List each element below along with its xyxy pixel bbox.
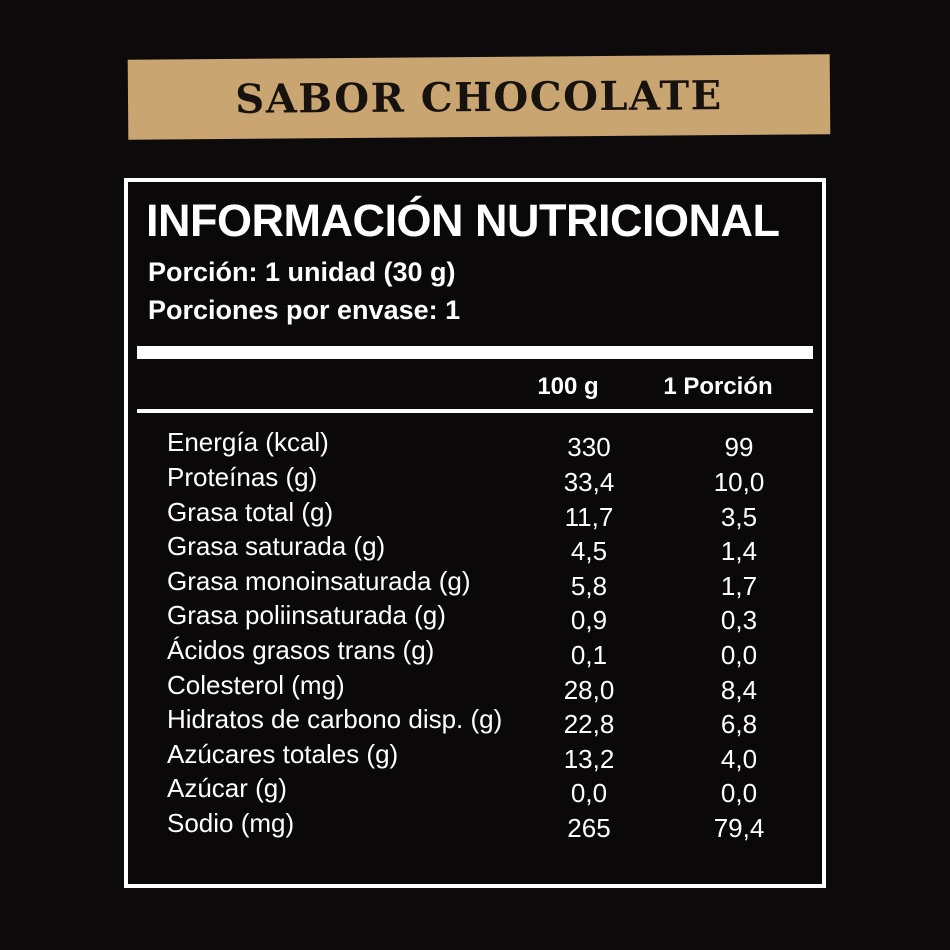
servings-per-container-line: Porciones por envase: 1 [148, 294, 461, 325]
value-portion: 8,4 [720, 674, 758, 705]
value-100g: 13,2 [563, 743, 615, 774]
flavor-banner-label: SABOR CHOCOLATE [235, 71, 723, 123]
table-row [128, 564, 822, 599]
nutrient-label: Colesterol (mg) [167, 669, 345, 700]
table-row [128, 771, 822, 809]
table-row [128, 460, 822, 495]
table-row [128, 806, 822, 841]
panel-title: INFORMACIÓN NUTRICIONAL [146, 195, 780, 246]
value-portion: 0,0 [720, 778, 758, 809]
table-row [128, 737, 822, 772]
value-100g: 0,0 [570, 778, 608, 809]
value-100g: 4,5 [570, 536, 608, 567]
nutrient-label: Sodio (mg) [167, 807, 295, 838]
nutrient-label: Grasa total (g) [167, 496, 334, 527]
column-header-portion: 1 Porción [663, 373, 773, 401]
table-row [128, 633, 822, 668]
value-portion: 1,7 [720, 570, 758, 601]
nutrient-label: Energía (kcal) [167, 427, 329, 458]
table-row [128, 702, 822, 740]
nutrient-label: Ácidos grasos trans (g) [167, 634, 435, 665]
nutrient-label: Azúcares totales (g) [167, 738, 399, 769]
value-100g: 5,8 [570, 570, 608, 601]
value-100g: 0,1 [570, 639, 608, 670]
value-portion: 99 [724, 432, 754, 463]
value-100g: 33,4 [563, 466, 615, 497]
column-header-spacer [167, 373, 514, 401]
nutrient-label: Grasa poliinsaturada (g) [167, 600, 446, 631]
nutrient-label: Azúcar (g) [167, 773, 287, 804]
value-portion: 6,8 [720, 709, 758, 740]
value-portion: 0,0 [720, 639, 758, 670]
nutrient-label: Grasa saturada (g) [167, 531, 386, 562]
table-row [128, 495, 822, 530]
nutrient-label: Proteínas (g) [167, 461, 318, 492]
table-row [128, 668, 822, 703]
column-header-100g: 100 g [537, 373, 599, 401]
table-row [128, 529, 822, 567]
value-100g: 28,0 [563, 674, 615, 705]
value-portion: 79,4 [713, 812, 765, 843]
nutrient-label: Grasa monoinsaturada (g) [167, 565, 471, 596]
value-100g: 11,7 [564, 501, 614, 532]
value-portion: 0,3 [720, 605, 758, 636]
nutrition-facts-panel [124, 178, 826, 888]
nutrient-label: Hidratos de carbono disp. (g) [167, 704, 503, 735]
table-row [128, 425, 822, 463]
nutrient-rows [128, 425, 822, 843]
value-portion: 10,0 [713, 466, 765, 497]
value-100g: 330 [567, 432, 611, 463]
value-100g: 22,8 [563, 709, 615, 740]
flavor-banner [128, 54, 831, 140]
value-100g: 0,9 [570, 605, 608, 636]
column-header-row [128, 359, 822, 401]
value-portion: 4,0 [720, 743, 758, 774]
table-row [128, 598, 822, 636]
thin-divider [137, 409, 813, 413]
serving-size-line: Porción: 1 unidad (30 g) [148, 256, 456, 287]
value-portion: 3,5 [720, 501, 758, 532]
thick-divider [137, 346, 813, 359]
value-portion: 1,4 [720, 536, 758, 567]
value-100g: 265 [567, 812, 611, 843]
